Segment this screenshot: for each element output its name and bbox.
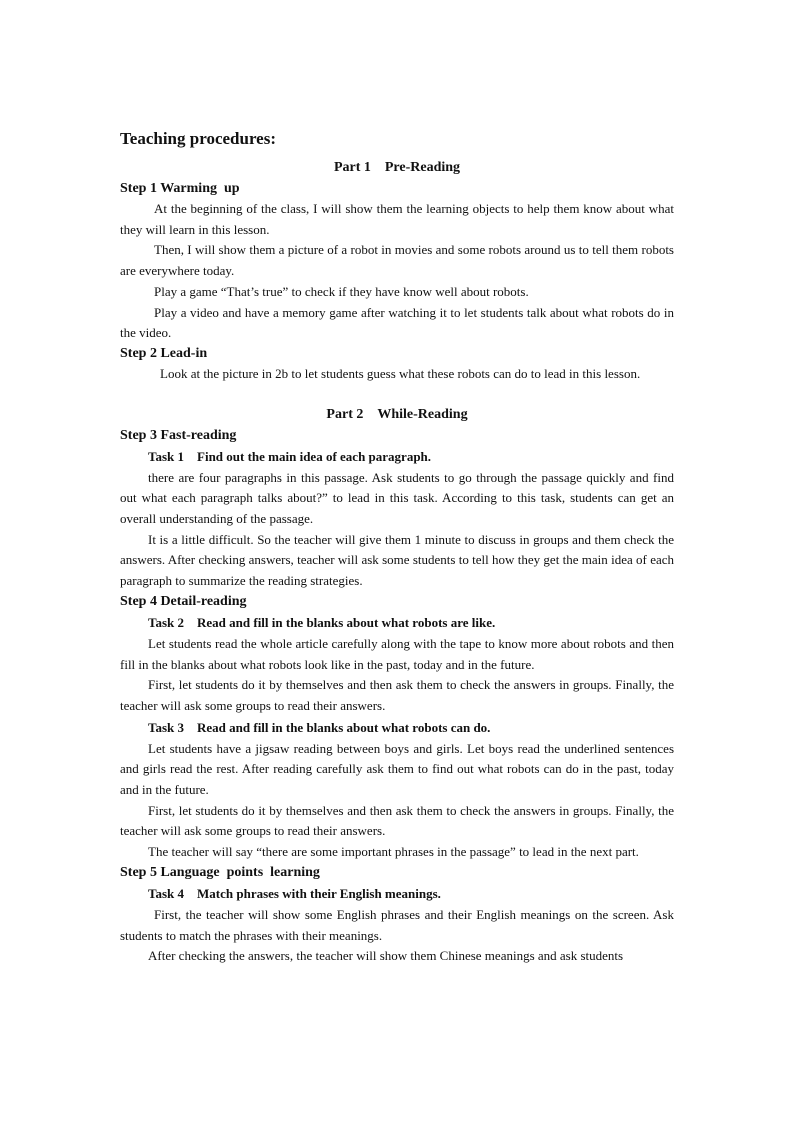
task-heading-2: Task 2 Read and fill in the blanks about what robots are like. xyxy=(148,614,496,630)
paragraph: Look at the picture in 2b to let students guess what these robots can do to lead in this lesson. xyxy=(160,365,641,381)
paragraph: Let students have a jigsaw reading between boys and girls. Let boys read the underlined sentences and girls read the rest. After reading carefully ask them to find out what robots can do in the past, today and in the future. xyxy=(120,740,674,798)
task-heading-3: Task 3 Read and fill in the blanks about what robots can do. xyxy=(148,719,491,735)
step-heading-language-points: Step 5 Language points learning xyxy=(120,864,320,880)
step-heading-lead-in: Step 2 Lead-in xyxy=(120,345,208,361)
step-heading-fast-reading: Step 3 Fast-reading xyxy=(120,427,237,443)
step-heading-warming-up: Step 1 Warming up xyxy=(120,181,240,196)
paragraph: At the beginning of the class, I will show them the learning objects to help them know about what they will learn in this lesson. xyxy=(120,201,674,237)
document-content xyxy=(120,128,674,967)
step-heading-detail-reading: Step 4 Detail-reading xyxy=(120,593,247,609)
section-gap xyxy=(120,385,674,405)
paragraph: Then, I will show them a picture of a robot in movies and some robots around us to tell them robots are everywhere today. xyxy=(120,242,674,279)
paragraph: The teacher will say “there are some important phrases in the passage” to lead in the next part. xyxy=(148,844,639,860)
paragraph: Let students read the whole article carefully along with the tape to know more about robots and then fill in the blanks about what robots look like in the past, today and in the future. xyxy=(120,635,674,672)
paragraph: there are four paragraphs in this passage. Ask students to go through the passage quickly and find out what each paragraph talks about?” to lead in this task. According to this task, students can get an overall understanding of the passage. xyxy=(120,469,674,527)
paragraph: After checking the answers, the teacher will show them Chinese meanings and ask students xyxy=(148,948,624,964)
part-heading-pre-reading: Part 1 Pre-Reading xyxy=(333,160,461,175)
paragraph: Play a game “That’s true” to check if they have know well about robots. xyxy=(154,283,529,299)
paragraph: It is a little difficult. So the teacher will give them 1 minute to discuss in groups and them check the answers. After checking answers, teacher will ask some students to tell how they get the main idea of each paragraph to summarize the reading strategies. xyxy=(120,531,674,589)
paragraph: First, the teacher will show some English phrases and their English meanings on the screen. Ask students to match the phrases with their meanings. xyxy=(120,906,674,943)
task-heading-4: Task 4 Match phrases with their English meanings. xyxy=(148,885,441,901)
part-heading-while-reading: Part 2 While-Reading xyxy=(326,406,468,422)
document-title: Teaching procedures: xyxy=(120,129,277,148)
paragraph: First, let students do it by themselves and then ask them to check the answers in groups. Finally, the teacher will ask some groups to read their answers. xyxy=(120,677,674,713)
paragraph: First, let students do it by themselves and then ask them to check the answers in groups. Finally, the teacher will ask some groups to read their answers. xyxy=(120,802,674,839)
paragraph: Play a video and have a memory game after watching it to let students talk about what robots do in the video. xyxy=(120,304,674,341)
task-heading-1: Task 1 Find out the main idea of each paragraph. xyxy=(148,448,432,464)
